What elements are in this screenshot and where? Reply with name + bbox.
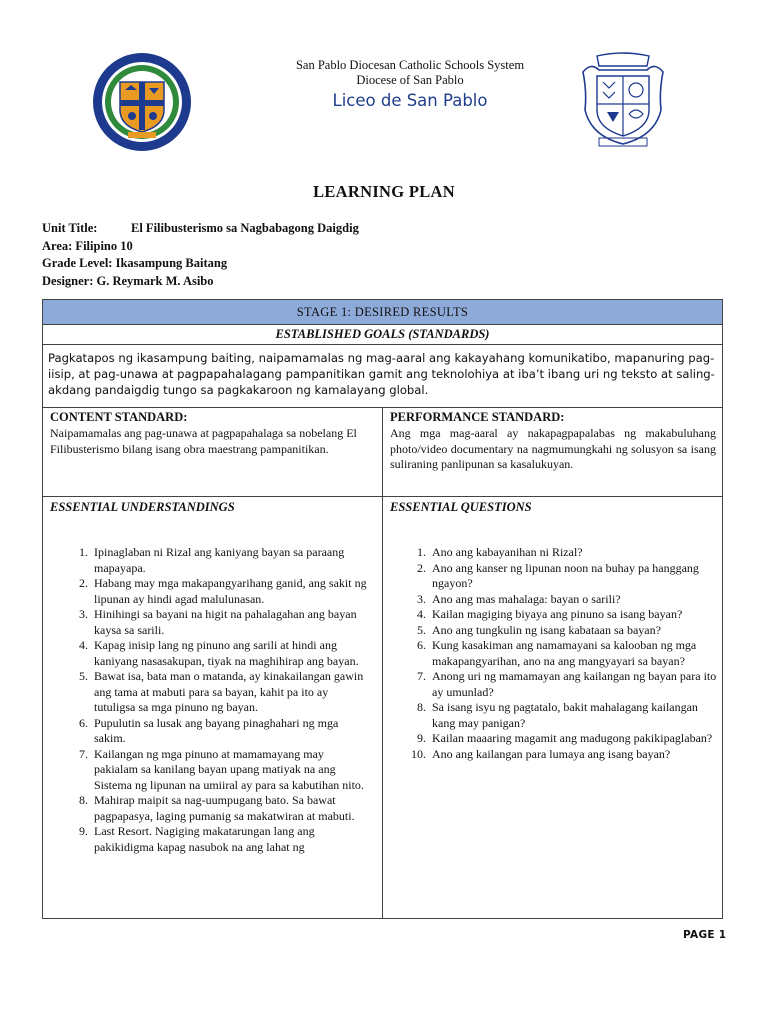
list-item: 9. Kailan maaaring magamit ang madugong pakikipaglaban?: [417, 731, 713, 745]
divider: [43, 496, 722, 497]
goals-heading: ESTABLISHED GOALS (STANDARDS): [43, 324, 722, 345]
stage-header: STAGE 1: DESIRED RESULTS: [43, 300, 722, 325]
list-item: 2. Ano ang kanser ng lipunan noon na buhay pa hanggang ngayon?: [417, 560, 699, 590]
area-row: Area: Filipino 10: [42, 238, 133, 253]
page-title: LEARNING PLAN: [313, 182, 455, 201]
performance-standard-heading: PERFORMANCE STANDARD:: [390, 410, 565, 424]
grade-level-row: Grade Level: Ikasampung Baitang: [42, 256, 228, 270]
list-item: 1. Ipinaglaban ni Rizal ang kaniyang bayan sa paraang mapayapa.: [79, 545, 345, 575]
unit-title-value: El Filibusterismo sa Nagbabagong Daigdig: [131, 221, 359, 235]
content-standard-text: Naipamamalas ang pag-unawa at pagpapahalaga sa nobelang El Filibusterismo bilang isang obra maestrang pampanitikan.: [50, 426, 357, 456]
list-item: 10. Ano ang kailangan para lumaya ang isang bayan?: [411, 746, 671, 761]
column-divider: [382, 407, 383, 919]
header-line-1: San Pablo Diocesan Catholic Schools System: [295, 58, 525, 72]
unit-title-row: [42, 220, 359, 238]
questions-list: [408, 545, 722, 762]
liceo-crest-icon: [577, 52, 669, 148]
learning-plan-table: [42, 299, 723, 919]
essential-questions-heading: ESSENTIAL QUESTIONS: [390, 500, 532, 514]
list-item: 7. Kailangan ng mga pinuno at mamamayang may pakialam sa kanilang bayan upang matiyak na ang Sistema ng lipunan na umiiral ay para sa kabutihan nito.: [79, 746, 364, 792]
list-item: 4. Kapag inisip lang ng pinuno ang sarili at hindi ang kaniyang nasasakupan, tiyak na maghihirap ang bayan.: [79, 638, 359, 668]
list-item: 5. Ano ang tungkulin ng isang kabataan sa bayan?: [417, 622, 661, 637]
diocesan-seal-icon: [92, 52, 192, 152]
school-header: [200, 58, 620, 108]
list-item: 8. Sa isang isyu ng pagtatalo, bakit mahalagang kailangan kang may panigan?: [417, 700, 698, 730]
list-item: 3. Hinihingi sa bayani na higit na pahalagahan ang bayan kaysa sa sarili.: [79, 607, 357, 637]
page-number: PAGE 1: [683, 929, 727, 941]
list-item: 6. Pupulutin sa lusak ang bayang pinaghahari ng mga sakim.: [79, 715, 339, 745]
list-item: 6. Kung kasakiman ang namamayani sa kalooban ng mga makapangyarihan, ano na ang mangyayari sa bayan?: [417, 638, 697, 668]
unit-title-label: Unit Title:: [42, 221, 98, 235]
list-item: 9. Last Resort. Nagiging makatarungan lang ang pakikidigma kapag nasubok na ang lahat ng: [79, 824, 315, 854]
performance-standard-text: Ang mga mag-aaral ay nakapagpapalabas ng makabuluhang photo/video documentary na nagmumungkahi ng solusyon sa isang suliraning panlipunan sa kasalukuyan.: [390, 426, 716, 471]
list-item: 7. Anong uri ng mamamayan ang kailangan ng bayan para ito ay umunlad?: [417, 669, 717, 699]
list-item: 4. Kailan magiging biyaya ang pinuno sa isang bayan?: [417, 607, 683, 621]
list-item: 3. Ano ang mas mahalaga: bayan o sarili?: [417, 591, 621, 606]
list-item: 2. Habang may mga makapangyarihang ganid, ang sakit ng lipunan ay hindi agad malulunasan.: [79, 576, 367, 606]
designer-row: Designer: G. Reymark M. Asibo: [42, 273, 214, 288]
list-item: 5. Bawat isa, bata man o matanda, ay kinakailangan gawin ang tama at mabuti para sa bayan, kahit pa ito ay tutuligsa sa mga pinuno ng bayan.: [79, 669, 364, 714]
list-item: 8. Mahirap maipit sa nag-uumpugang bato. Sa bawat pagpapasya, laging pumanig sa makatwiran at mabuti.: [79, 793, 355, 823]
list-item: 1. Ano ang kabayanihan ni Rizal?: [417, 545, 583, 559]
essential-understandings-heading: ESSENTIAL UNDERSTANDINGS: [50, 500, 235, 514]
plan-metadata: [42, 220, 359, 290]
school-name: Liceo de San Pablo: [332, 91, 488, 110]
goals-text: Pagkatapos ng ikasampung baiting, naipamamalas ng mag-aaral ang kakayahang komunikatibo, mapanuring pag-iisip, at pag-unawa at pagpapahalagang pampanitikan gamit ang teknolohiya at iba’t ibang uri ng teksto at saling-akdang pandaigdig tungo sa pagkakaroon ng kamalayang global.: [48, 351, 715, 397]
understandings-list: [70, 545, 370, 855]
header-line-2: Diocese of San Pablo: [356, 73, 464, 87]
content-standard-heading: CONTENT STANDARD:: [50, 410, 188, 424]
